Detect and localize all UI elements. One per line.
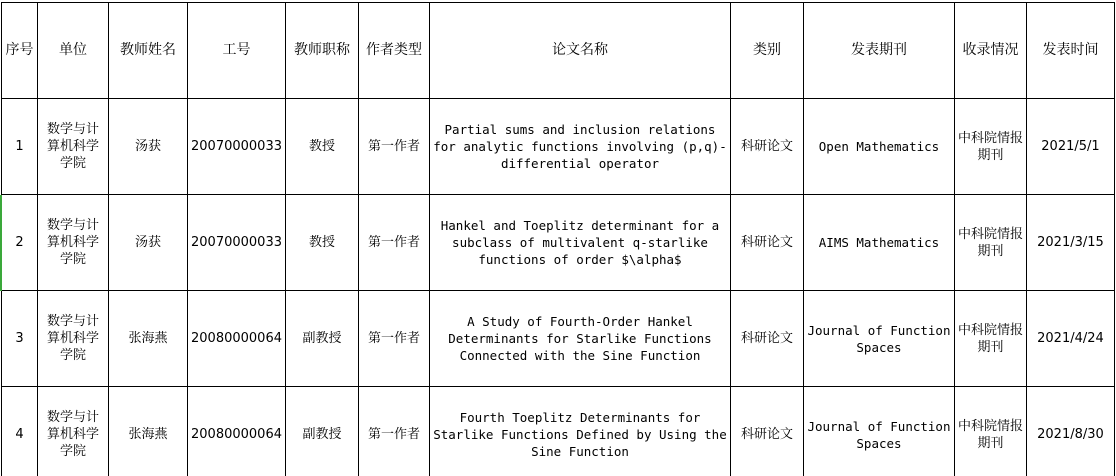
cell-paper-title[interactable]: Partial sums and inclusion relations for analytic functions involving (p,q)-differential operator xyxy=(429,99,730,195)
header-author-type[interactable]: 作者类型 xyxy=(358,3,429,99)
cell-staff-id[interactable]: 20080000064 xyxy=(188,291,286,387)
header-row xyxy=(2,3,1115,99)
cell-category[interactable]: 科研论文 xyxy=(730,195,803,291)
cell-publish-date[interactable]: 2021/3/15 xyxy=(1026,195,1114,291)
header-teacher-title[interactable]: 教师职称 xyxy=(285,3,358,99)
cell-unit[interactable]: 数学与计算机科学学院 xyxy=(38,195,109,291)
table-row xyxy=(2,291,1115,387)
cell-indexed[interactable]: 中科院情报期刊 xyxy=(954,99,1026,195)
cell-author-type[interactable]: 第一作者 xyxy=(358,387,429,476)
papers-table xyxy=(1,2,1115,476)
cell-indexed[interactable]: 中科院情报期刊 xyxy=(954,387,1026,476)
cell-staff-id[interactable]: 20070000033 xyxy=(188,99,286,195)
cell-category[interactable]: 科研论文 xyxy=(730,387,803,476)
cell-seq[interactable]: 1 xyxy=(2,99,38,195)
cell-teacher-name[interactable]: 张海燕 xyxy=(109,387,188,476)
cell-publish-date[interactable]: 2021/4/24 xyxy=(1026,291,1114,387)
cell-author-type[interactable]: 第一作者 xyxy=(358,291,429,387)
cell-seq[interactable]: 4 xyxy=(2,387,38,476)
cell-unit[interactable]: 数学与计算机科学学院 xyxy=(38,387,109,476)
table-row xyxy=(2,195,1115,291)
cell-staff-id[interactable]: 20080000064 xyxy=(188,387,286,476)
cell-seq[interactable]: 3 xyxy=(2,291,38,387)
header-indexed[interactable]: 收录情况 xyxy=(954,3,1026,99)
cell-teacher-title[interactable]: 副教授 xyxy=(285,291,358,387)
cell-paper-title[interactable]: Fourth Toeplitz Determinants for Starlike Functions Defined by Using the Sine Function xyxy=(429,387,730,476)
header-seq[interactable]: 序号 xyxy=(2,3,38,99)
header-category[interactable]: 类别 xyxy=(730,3,803,99)
cell-journal[interactable]: Journal of Function Spaces xyxy=(803,387,954,476)
header-journal[interactable]: 发表期刊 xyxy=(803,3,954,99)
cell-teacher-title[interactable]: 副教授 xyxy=(285,387,358,476)
header-unit[interactable]: 单位 xyxy=(38,3,109,99)
cell-unit[interactable]: 数学与计算机科学学院 xyxy=(38,291,109,387)
header-teacher-name[interactable]: 教师姓名 xyxy=(109,3,188,99)
row-selection-accent xyxy=(0,195,2,291)
table-row xyxy=(2,387,1115,476)
cell-seq[interactable]: 2 xyxy=(2,195,38,291)
cell-journal[interactable]: Journal of Function Spaces xyxy=(803,291,954,387)
cell-author-type[interactable]: 第一作者 xyxy=(358,195,429,291)
cell-unit[interactable]: 数学与计算机科学学院 xyxy=(38,99,109,195)
cell-category[interactable]: 科研论文 xyxy=(730,99,803,195)
header-paper-title[interactable]: 论文名称 xyxy=(429,3,730,99)
cell-journal[interactable]: Open Mathematics xyxy=(803,99,954,195)
cell-teacher-name[interactable]: 汤获 xyxy=(109,99,188,195)
cell-paper-title[interactable]: Hankel and Toeplitz determinant for a subclass of multivalent q-starlike functions of order $\alpha$ xyxy=(429,195,730,291)
header-staff-id[interactable]: 工号 xyxy=(188,3,286,99)
cell-publish-date[interactable]: 2021/8/30 xyxy=(1026,387,1114,476)
cell-paper-title[interactable]: A Study of Fourth-Order Hankel Determinants for Starlike Functions Connected with the Sine Function xyxy=(429,291,730,387)
cell-staff-id[interactable]: 20070000033 xyxy=(188,195,286,291)
header-publish-date[interactable]: 发表时间 xyxy=(1026,3,1114,99)
cell-publish-date[interactable]: 2021/5/1 xyxy=(1026,99,1114,195)
cell-teacher-name[interactable]: 汤获 xyxy=(109,195,188,291)
cell-author-type[interactable]: 第一作者 xyxy=(358,99,429,195)
cell-teacher-title[interactable]: 教授 xyxy=(285,195,358,291)
table-row xyxy=(2,99,1115,195)
cell-indexed[interactable]: 中科院情报期刊 xyxy=(954,291,1026,387)
cell-indexed[interactable]: 中科院情报期刊 xyxy=(954,195,1026,291)
cell-teacher-title[interactable]: 教授 xyxy=(285,99,358,195)
cell-teacher-name[interactable]: 张海燕 xyxy=(109,291,188,387)
cell-journal[interactable]: AIMS Mathematics xyxy=(803,195,954,291)
cell-category[interactable]: 科研论文 xyxy=(730,291,803,387)
